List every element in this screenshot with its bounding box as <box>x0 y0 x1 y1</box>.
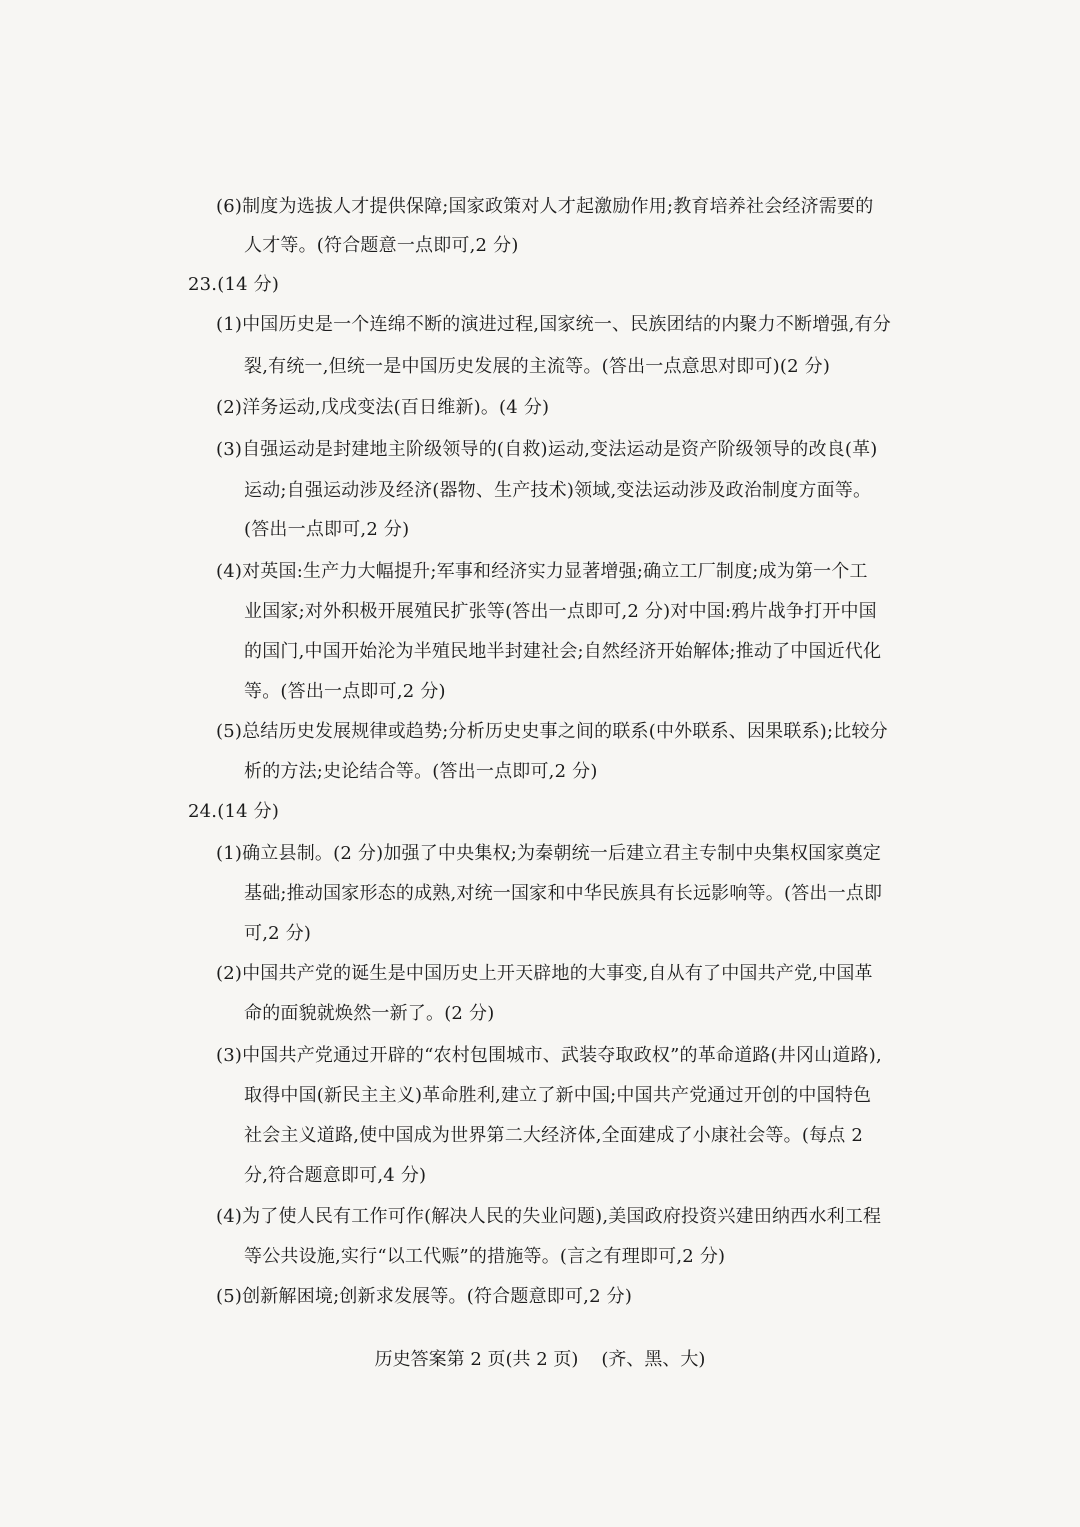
q23-header: 23.(14 分) <box>188 274 280 295</box>
q24-p1-line-1: (1)确立县制。(2 分)加强了中央集权;为秦朝统一后建立君主专制中央集权国家奠定 <box>216 843 881 864</box>
q24-p4-line-1: (4)为了使人民有工作可作(解决人民的失业问题),美国政府投资兴建田纳西水利工程 <box>216 1206 882 1227</box>
q23-p3-line-2: 运动;自强运动涉及经济(器物、生产技术)领域,变法运动涉及政治制度方面等。 <box>244 480 872 501</box>
q23-p5-line-1: (5)总结历史发展规律或趋势;分析历史史事之间的联系(中外联系、因果联系);比较分 <box>216 721 888 742</box>
q22-p6-line-2: 人才等。(符合题意一点即可,2 分) <box>244 235 519 256</box>
q24-p1-line-3: 可,2 分) <box>244 923 312 944</box>
footer-region: (齐、黑、大) <box>601 1349 706 1370</box>
q24-p3-line-2: 取得中国(新民主主义)革命胜利,建立了新中国;中国共产党通过开创的中国特色 <box>244 1085 872 1106</box>
q24-p3-line-4: 分,符合题意即可,4 分) <box>244 1165 427 1186</box>
q22-p6-line-1: (6)制度为选拔人才提供保障;国家政策对人才起激励作用;教育培养社会经济需要的 <box>216 196 874 217</box>
q23-p1-line-2: 裂,有统一,但统一是中国历史发展的主流等。(答出一点意思对即可)(2 分) <box>244 356 831 377</box>
q23-p1-line-1: (1)中国历史是一个连绵不断的演进过程,国家统一、民族团结的内聚力不断增强,有分 <box>216 314 891 335</box>
q23-p2-line-1: (2)洋务运动,戊戌变法(百日维新)。(4 分) <box>216 397 550 418</box>
q23-p4-line-4: 等。(答出一点即可,2 分) <box>244 681 446 702</box>
q23-p4-line-3: 的国门,中国开始沦为半殖民地半封建社会;自然经济开始解体;推动了中国近代化 <box>244 641 882 662</box>
q24-p3-line-3: 社会主义道路,使中国成为世界第二大经济体,全面建成了小康社会等。(每点 2 <box>244 1125 864 1146</box>
q24-p3-line-1: (3)中国共产党通过开辟的“农村包围城市、武装夺取政权”的革命道路(井冈山道路), <box>216 1045 882 1066</box>
footer-page-label: 历史答案第 2 页(共 2 页) <box>374 1349 579 1370</box>
q24-p5-line-1: (5)创新解困境;创新求发展等。(符合题意即可,2 分) <box>216 1286 633 1307</box>
q23-p5-line-2: 析的方法;史论结合等。(答出一点即可,2 分) <box>244 761 598 782</box>
q23-p4-line-2: 业国家;对外积极开展殖民扩张等(答出一点即可,2 分)对中国:鸦片战争打开中国 <box>244 601 877 622</box>
q24-header: 24.(14 分) <box>188 801 280 822</box>
q23-p3-line-3: (答出一点即可,2 分) <box>244 519 410 540</box>
q23-p3-line-1: (3)自强运动是封建地主阶级领导的(自救)运动,变法运动是资产阶级领导的改良(革) <box>216 439 878 460</box>
q24-p2-line-1: (2)中国共产党的诞生是中国历史上开天辟地的大事变,自从有了中国共产党,中国革 <box>216 963 873 984</box>
q24-p4-line-2: 等公共设施,实行“以工代赈”的措施等。(言之有理即可,2 分) <box>244 1246 726 1267</box>
q24-p2-line-2: 命的面貌就焕然一新了。(2 分) <box>244 1003 495 1024</box>
q24-p1-line-2: 基础;推动国家形态的成熟,对统一国家和中华民族具有长远影响等。(答出一点即 <box>244 883 883 904</box>
page-footer <box>0 1348 1080 1372</box>
q23-p4-line-1: (4)对英国:生产力大幅提升;军事和经济实力显著增强;确立工厂制度;成为第一个工 <box>216 561 868 582</box>
